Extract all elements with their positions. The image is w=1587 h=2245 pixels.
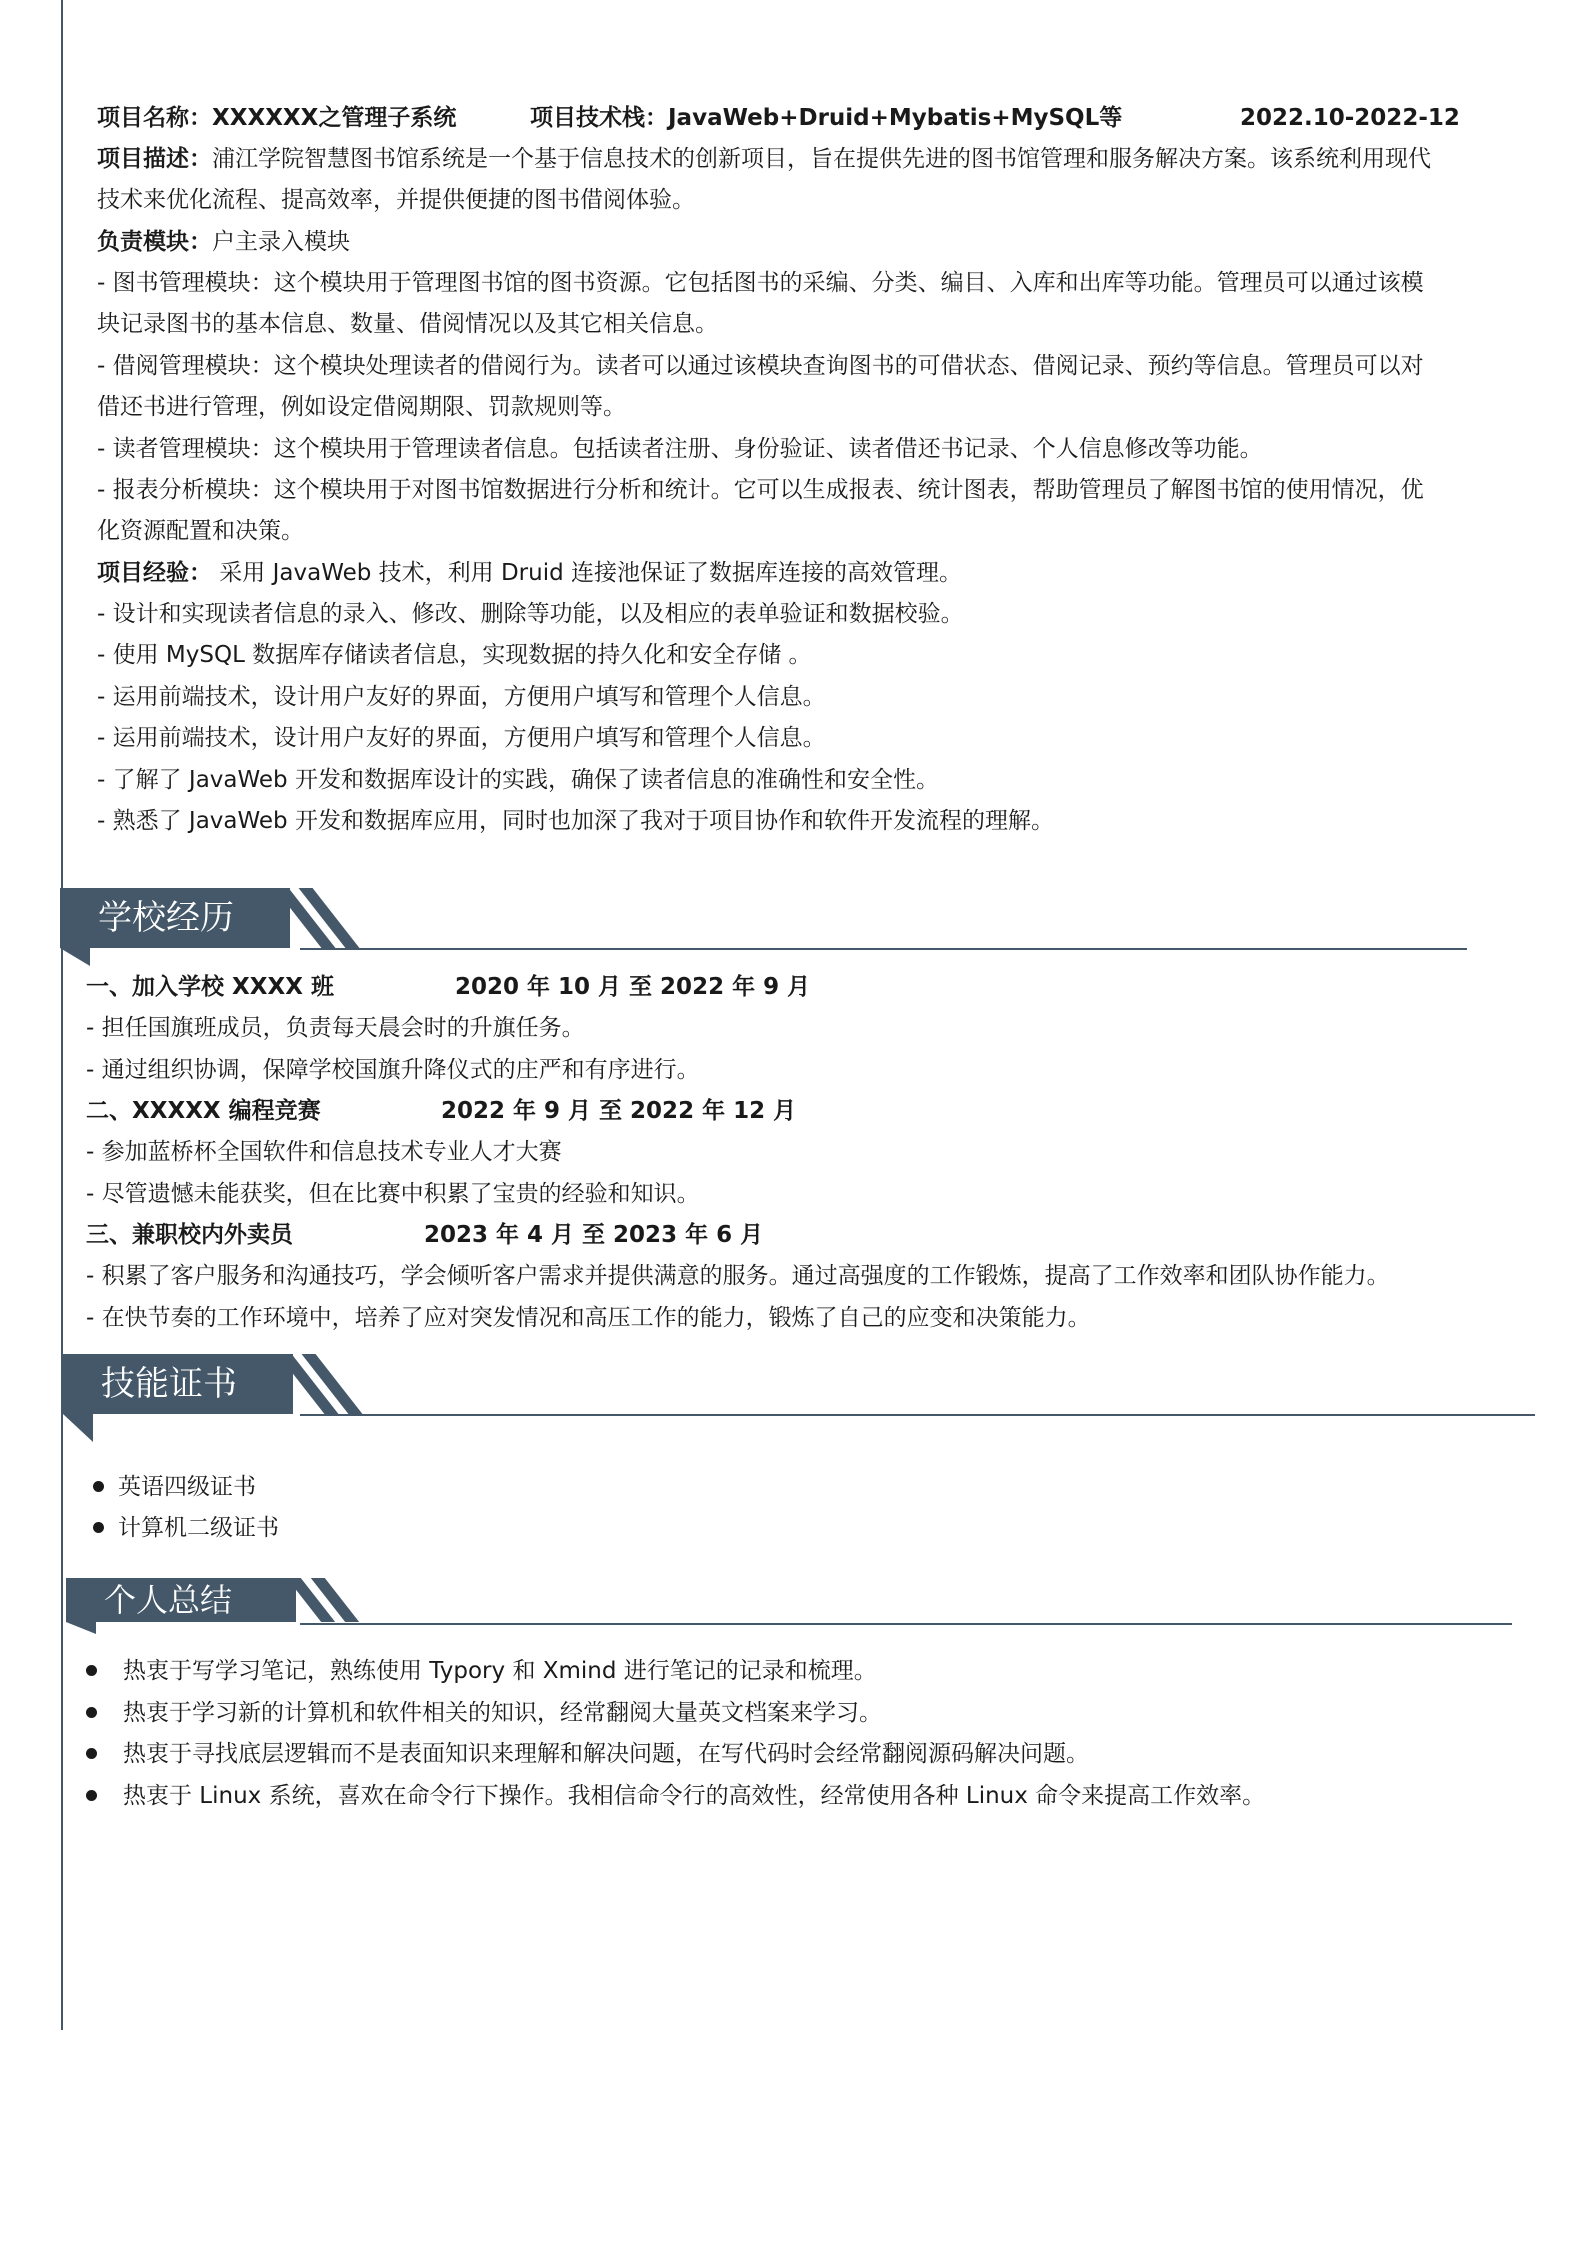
school-entry-title: 一、加入学校 XXXX 班 bbox=[86, 974, 334, 1000]
summary-section-rule bbox=[300, 1623, 1512, 1625]
school-entry-item: - 担任国旗班成员，负责每天晨会时的升旗任务。 bbox=[86, 1015, 585, 1041]
exp-item: - 设计和实现读者信息的录入、修改、删除等功能，以及相应的表单验证和数据校验。 bbox=[97, 601, 964, 627]
school-entry-item: - 通过组织协调，保障学校国旗升降仪式的庄严和有序进行。 bbox=[86, 1057, 700, 1083]
summary-item: 热衷于学习新的计算机和软件相关的知识，经常翻阅大量英文档案来学习。 bbox=[123, 1700, 882, 1726]
school-entry-item: - 积累了客户服务和沟通技巧，学会倾听客户需求并提供满意的服务。通过高强度的工作锻炼，提高了工作效率和团队协作能力。 bbox=[86, 1263, 1390, 1289]
project-desc-line-2: 技术来优化流程、提高效率，并提供便捷的图书借阅体验。 bbox=[97, 187, 695, 213]
school-entry-item: - 尽管遗憾未能获奖，但在比赛中积累了宝贵的经验和知识。 bbox=[86, 1181, 700, 1207]
school-section-header bbox=[60, 888, 360, 948]
skills-section-rule bbox=[300, 1414, 1535, 1416]
school-entry-period: 2022 年 9 月 至 2022 年 12 月 bbox=[441, 1098, 797, 1124]
project-header-line bbox=[97, 103, 456, 133]
header-fold bbox=[66, 1622, 96, 1634]
exp-item: - 熟悉了 JavaWeb 开发和数据库应用，同时也加深了我对于项目协作和软件开发流程的理解。 bbox=[97, 808, 1054, 834]
school-section-title: 学校经历 bbox=[98, 898, 234, 938]
school-entry-title: 二、XXXXX 编程竞赛 bbox=[86, 1098, 321, 1124]
project-name: XXXXXX之管理子系统 bbox=[212, 105, 457, 131]
module-line: - 报表分析模块：这个模块用于对图书馆数据进行分析和统计。它可以生成报表、统计图表，帮助管理员了解图书馆的使用情况，优 bbox=[97, 477, 1424, 503]
project-exp-first: 采用 JavaWeb 技术，利用 Druid 连接池保证了数据库连接的高效管理。 bbox=[212, 560, 963, 586]
module-line: - 图书管理模块：这个模块用于管理图书馆的图书资源。它包括图书的采编、分类、编目、入库和出库等功能。管理员可以通过该模 bbox=[97, 270, 1424, 296]
skills-section-title: 技能证书 bbox=[101, 1364, 237, 1404]
bullet-icon bbox=[86, 1748, 97, 1759]
school-entry-item: - 在快节奏的工作环境中，培养了应对突发情况和高压工作的能力，锻炼了自己的应变和决策能力。 bbox=[86, 1305, 1091, 1331]
summary-item: 热衷于寻找底层逻辑而不是表面知识来理解和解决问题，在写代码时会经常翻阅源码解决问题。 bbox=[123, 1741, 1089, 1767]
bullet-icon bbox=[86, 1707, 97, 1718]
project-desc-label: 项目描述： bbox=[97, 146, 212, 172]
summary-section-header bbox=[66, 1578, 366, 1638]
summary-item: 热衷于写学习笔记，熟练使用 Typory 和 Xmind 进行笔记的记录和梳理。 bbox=[123, 1658, 877, 1684]
school-entry-item: - 参加蓝桥杯全国软件和信息技术专业人才大赛 bbox=[86, 1139, 562, 1165]
module-line: 块记录图书的基本信息、数量、借阅情况以及其它相关信息。 bbox=[97, 311, 718, 337]
project-desc-line-1 bbox=[97, 144, 1431, 174]
skills-section-header bbox=[63, 1354, 363, 1414]
module-line: - 借阅管理模块：这个模块处理读者的借阅行为。读者可以通过该模块查询图书的可借状态、借阅记录、预约等信息。管理员可以对 bbox=[97, 353, 1424, 379]
school-entry-period: 2020 年 10 月 至 2022 年 9 月 bbox=[455, 974, 811, 1000]
project-period: 2022.10-2022-12 bbox=[1240, 105, 1460, 131]
module-line: 化资源配置和决策。 bbox=[97, 518, 304, 544]
bullet-icon bbox=[86, 1665, 97, 1676]
bullet-icon bbox=[86, 1790, 97, 1801]
project-module-line bbox=[97, 227, 350, 257]
exp-item: - 运用前端技术，设计用户友好的界面，方便用户填写和管理个人信息。 bbox=[97, 684, 826, 710]
project-name-label: 项目名称： bbox=[97, 105, 212, 131]
exp-item: - 使用 MySQL 数据库存储读者信息，实现数据的持久化和安全存储 。 bbox=[97, 642, 812, 668]
header-fold bbox=[63, 1414, 93, 1442]
bullet-icon bbox=[93, 1522, 104, 1533]
header-fold bbox=[60, 948, 90, 966]
project-module-label: 负责模块： bbox=[97, 229, 212, 255]
summary-section-title: 个人总结 bbox=[104, 1581, 233, 1619]
skill-item: 计算机二级证书 bbox=[118, 1515, 279, 1541]
module-line: - 读者管理模块：这个模块用于管理读者信息。包括读者注册、身份验证、读者借还书记录、个人信息修改等功能。 bbox=[97, 436, 1263, 462]
module-line: 借还书进行管理，例如设定借阅期限、罚款规则等。 bbox=[97, 394, 626, 420]
project-module-value: 户主录入模块 bbox=[212, 229, 350, 255]
project-desc-text-1: 浦江学院智慧图书馆系统是一个基于信息技术的创新项目，旨在提供先进的图书馆管理和服务解决方案。该系统利用现代 bbox=[212, 146, 1431, 172]
project-tech-line bbox=[530, 103, 1122, 133]
project-tech-stack: JavaWeb+Druid+Mybatis+MySQL等 bbox=[668, 105, 1123, 131]
school-entry-title: 三、兼职校内外卖员 bbox=[86, 1222, 293, 1248]
project-exp-label: 项目经验： bbox=[97, 560, 212, 586]
school-entry-period: 2023 年 4 月 至 2023 年 6 月 bbox=[424, 1222, 764, 1248]
project-tech-label: 项目技术栈： bbox=[530, 105, 668, 131]
school-section-rule bbox=[300, 948, 1467, 950]
exp-item: - 了解了 JavaWeb 开发和数据库设计的实践，确保了读者信息的准确性和安全性。 bbox=[97, 767, 939, 793]
project-exp-line bbox=[97, 558, 962, 588]
summary-item: 热衷于 Linux 系统，喜欢在命令行下操作。我相信命令行的高效性，经常使用各种 Linux 命令来提高工作效率。 bbox=[123, 1783, 1266, 1809]
bullet-icon bbox=[93, 1481, 104, 1492]
left-vertical-rule bbox=[61, 0, 63, 2030]
skill-item: 英语四级证书 bbox=[118, 1474, 256, 1500]
exp-item: - 运用前端技术，设计用户友好的界面，方便用户填写和管理个人信息。 bbox=[97, 725, 826, 751]
